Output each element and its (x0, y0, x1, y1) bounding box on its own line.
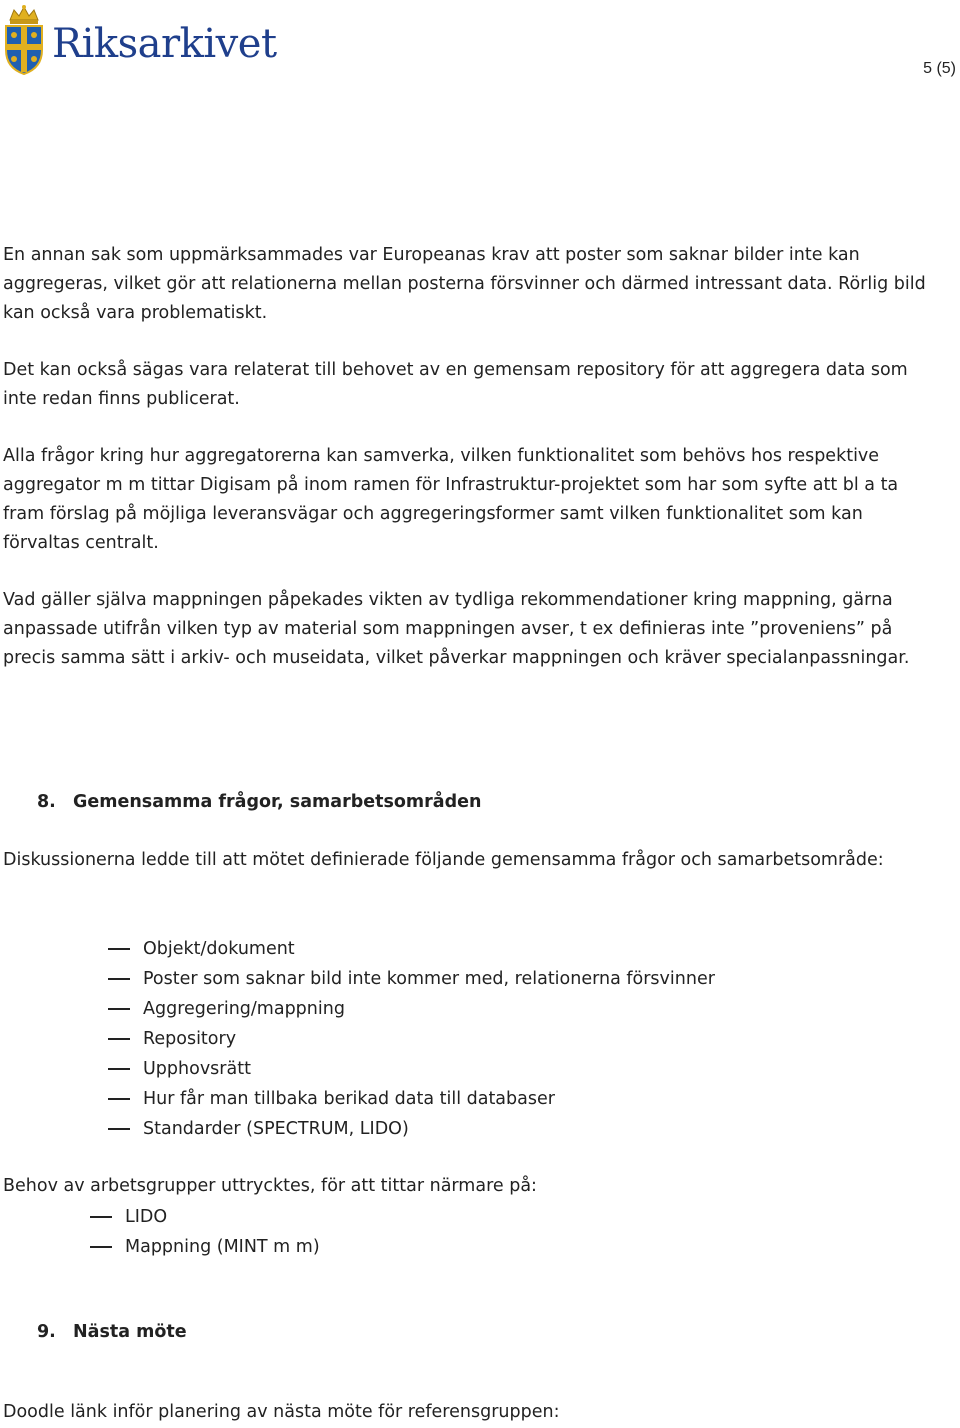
paragraph: Diskussionerna ledde till att mötet definierade följande gemensamma frågor och samarbetsområde: (3, 850, 884, 870)
paragraph: Det kan också sägas vara relaterat till behovet av en gemensam repository för att aggregera data som inte redan finns publicerat. (3, 360, 908, 409)
list-item-label: LIDO (125, 1207, 168, 1227)
riksarkivet-logo (2, 4, 277, 76)
section-number: 8. (37, 792, 56, 812)
list-item-label: Hur får man tillbaka berikad data till databaser (143, 1089, 555, 1109)
section-title: Gemensamma frågor, samarbetsområden (73, 792, 482, 812)
list-item-label: Mappning (MINT m m) (125, 1237, 320, 1257)
list-item-label: Upphovsrätt (143, 1059, 251, 1079)
dash-bullet-icon (108, 978, 130, 980)
dash-bullet-icon (108, 1068, 130, 1070)
list-item-label: Aggregering/mappning (143, 999, 345, 1019)
list-item (108, 1084, 715, 1114)
list-item-label: Repository (143, 1029, 237, 1049)
dash-bullet-icon (90, 1246, 112, 1248)
dash-bullet-icon (90, 1216, 112, 1218)
section-intro (3, 846, 933, 875)
list-item (90, 1232, 320, 1262)
crest-icon (2, 4, 46, 76)
dash-bullet-icon (108, 1008, 130, 1010)
list-item (108, 964, 715, 994)
working-groups-intro (3, 1172, 933, 1201)
working-groups-list (90, 1202, 320, 1262)
shared-issues-list (108, 934, 715, 1144)
paragraph: Alla frågor kring hur aggregatorerna kan samverka, vilken funktionalitet som behövs hos respektive aggregator m m tittar Digisam på inom ramen för Infrastruktur-projektet som har som syfte att bl a ta fram förslag på möjliga leveransvägar och aggregeringsformer samt vilken funktionalitet som kan förvaltas centralt. (3, 446, 899, 553)
section-title: Nästa möte (73, 1322, 187, 1342)
section-number: 9. (37, 1322, 56, 1342)
paragraph: Doodle länk inför planering av nästa möte för referensgruppen: (3, 1402, 560, 1422)
dash-bullet-icon (108, 948, 130, 950)
dash-bullet-icon (108, 1038, 130, 1040)
dash-bullet-icon (108, 1128, 130, 1130)
list-item (108, 934, 715, 964)
list-item (108, 994, 715, 1024)
list-item-label: Objekt/dokument (143, 939, 295, 959)
page-number: 5 (5) (923, 60, 956, 77)
list-item (108, 1114, 715, 1144)
paragraph: Behov av arbetsgrupper uttrycktes, för att tittar närmare på: (3, 1176, 537, 1196)
list-item (90, 1202, 320, 1232)
body-text (3, 241, 933, 673)
paragraph: En annan sak som uppmärksammades var Europeanas krav att poster som saknar bilder inte kan aggregeras, vilket gör att relationerna mellan posterna försvinner och därmed intressant data. Rörlig bild kan också vara problematiskt. (3, 245, 926, 323)
section-heading-9 (37, 1318, 187, 1347)
list-item-label: Poster som saknar bild inte kommer med, relationerna försvinner (143, 969, 715, 989)
paragraph: Vad gäller själva mappningen påpekades vikten av tydliga rekommendationer kring mappning, gärna anpassade utifrån vilken typ av material som mappningen avser, t ex definieras inte ”proveniens” på precis samma sätt i arkiv- och museidata, vilket påverkar mappningen och kräver specialanpassningar. (3, 590, 910, 668)
list-item (108, 1054, 715, 1084)
list-item-label: Standarder (SPECTRUM, LIDO) (143, 1119, 409, 1139)
list-item (108, 1024, 715, 1054)
brand-name: Riksarkivet (52, 21, 277, 67)
doodle-text (3, 1398, 933, 1427)
section-heading-8 (37, 788, 481, 817)
dash-bullet-icon (108, 1098, 130, 1100)
